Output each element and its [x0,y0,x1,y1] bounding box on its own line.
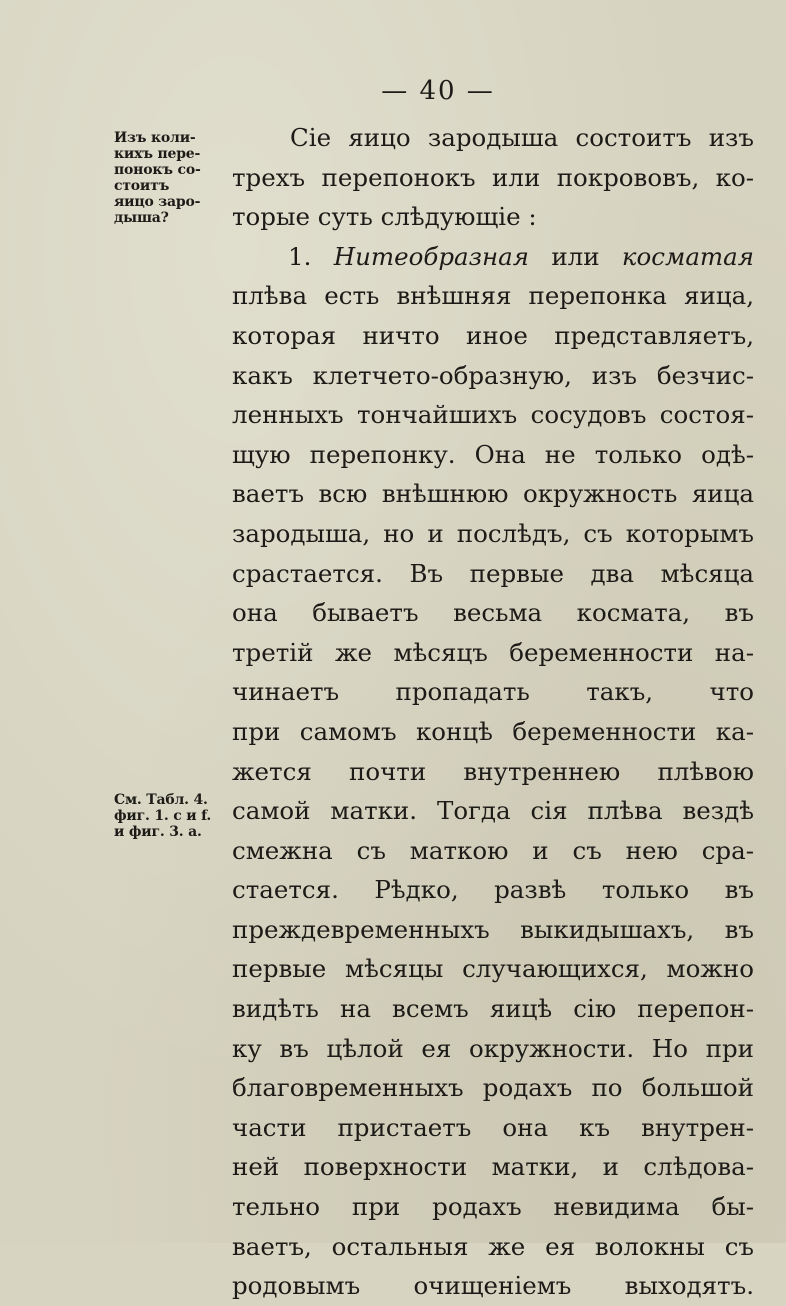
text-line: третій же мѣсяцъ беременности на- [232,637,754,667]
item-heading-line [232,237,754,277]
text-line: ку въ цѣлой ея окружности. Но при [232,1033,754,1063]
text-line: жется почти внутреннею плѣвою [232,756,754,786]
text-line: ленныхъ тончайшихъ сосудовъ состоя- [232,400,754,430]
text-line: срастается. Въ первые два мѣсяца [232,558,754,588]
text-line: при самомъ концѣ беременности ка- [232,716,754,746]
term-shaggy: косматая [621,241,754,271]
margin-note-line: яицо заро- [114,194,201,210]
margin-note-line: См. Табл. 4. [114,792,208,808]
margin-note-line: Изъ коли- [114,130,196,146]
margin-note-line: стоитъ [114,178,170,194]
margin-note-line: понокъ со- [114,162,201,178]
main-text [232,118,754,1306]
text-line: чинаетъ пропадать такъ, что [232,677,754,707]
page-number: — 40 — [381,76,495,106]
text-line: она бываетъ весьма космата, въ [232,598,754,628]
text-line: зародыша, но и послѣдъ, съ которымъ [232,518,754,548]
text-line: ваетъ всю внѣшнюю окружность яица [232,479,754,509]
term-conjunction: или [551,241,600,271]
text-line: торые суть слѣдующіе : [232,202,537,232]
text-line: видѣть на всемъ яицѣ сію перепон- [232,994,754,1024]
text-line: родовымъ очищеніемъ выходятъ. [232,1271,754,1301]
text-line: стается. Рѣдко, развѣ только въ [232,875,754,905]
margin-note-line: и фиг. 3. a. [114,824,202,840]
text-line: преждевременныхъ выкидышахъ, въ [232,914,754,944]
term-filamentous: Нитеобразная [333,241,529,271]
text-line: ней поверхности матки, и слѣдова- [232,1152,754,1182]
margin-note-line: фиг. 1. c и f. [114,808,212,824]
text-line: ваетъ, остальныя же ея волокны съ [232,1231,754,1261]
text-line: которая ничто иное представляетъ, [232,320,754,350]
text-line: щую перепонку. Она не только одѣ- [232,439,754,469]
text-line: трехъ перепонокъ или покрововъ, ко- [232,162,754,192]
text-line: первые мѣсяцы случающихся, можно [232,954,754,984]
text-line: тельно при родахъ невидима бы- [232,1192,754,1222]
margin-note-question [114,130,232,226]
margin-note-line: дыша? [114,210,169,226]
text-line: благовременныхъ родахъ по большой [232,1073,754,1103]
item-number: 1. [288,241,312,271]
margin-note-line: кихъ пере- [114,146,201,162]
text-line: плѣва есть внѣшняя перепонка яица, [232,281,754,311]
text-line: Сіе яицо зародыша состоитъ изъ [290,123,754,152]
text-line: самой матки. Тогда сія плѣва вездѣ [232,796,754,826]
text-line: части пристаетъ она къ внутрен- [232,1112,754,1142]
text-line: смежна съ маткою и съ нею сра- [232,835,754,865]
margin-note-reference [114,792,232,840]
text-line: какъ клетчето-образную, изъ безчис- [232,360,754,390]
